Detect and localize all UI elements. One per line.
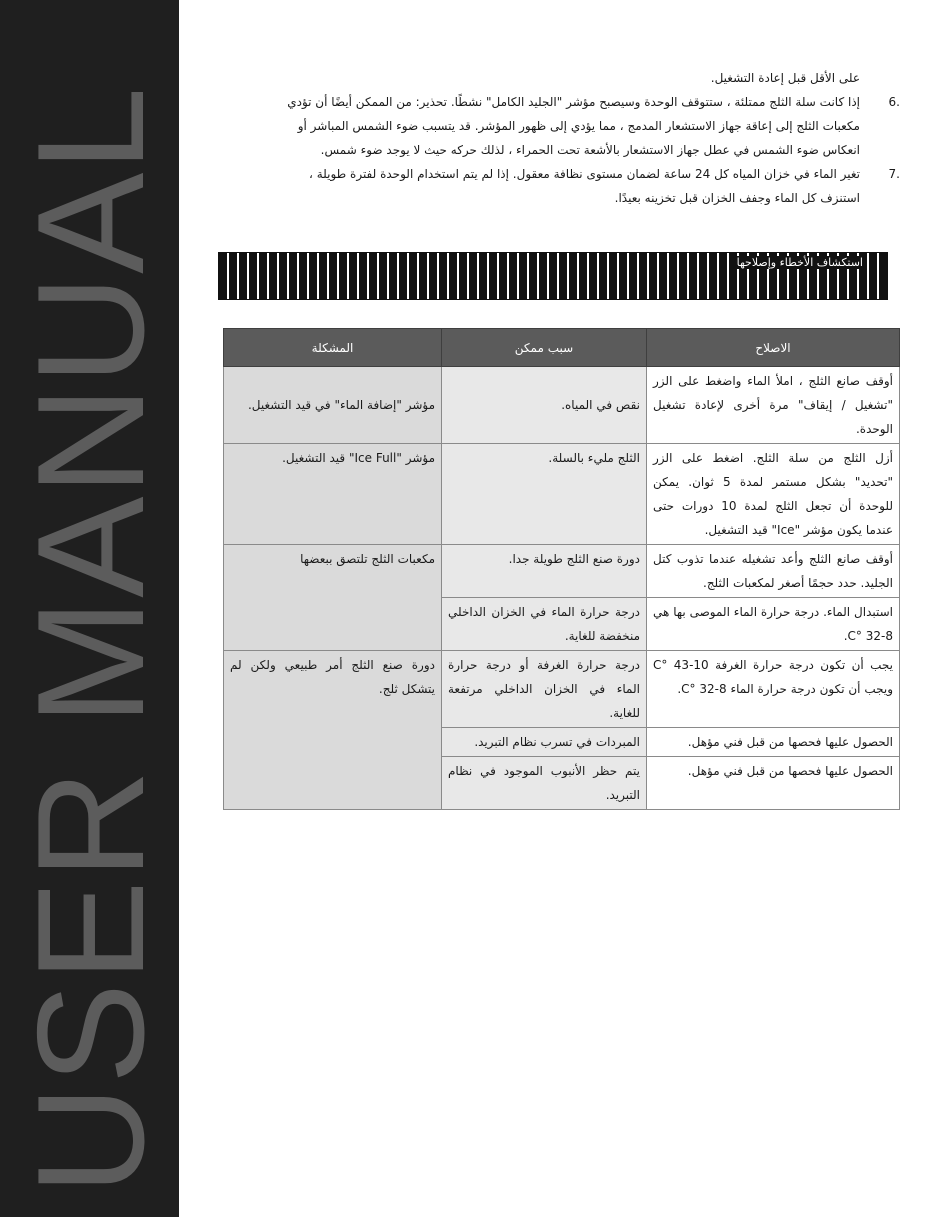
fix-cell: أزل الثلج من سلة الثلج. اضغط على الزر "تحديد" بشكل مستمر لمدة 5 ثوان. يمكن للوحدة أن تجعل الثلج لمدة 10 دورات حتى عندما يكون مؤشر "Ice" قيد التشغيل.: [647, 444, 900, 545]
problem-cell: مكعبات الثلج تلتصق ببعضها: [224, 545, 442, 651]
cause-cell: نقص في المياه.: [442, 367, 647, 444]
cause-cell: دورة صنع الثلج طويلة جدا.: [442, 545, 647, 598]
troubleshooting-table: [223, 328, 900, 810]
fix-cell: الحصول عليها فحصها من قبل فني مؤهل.: [647, 728, 900, 757]
cause-cell: الثلج مليء بالسلة.: [442, 444, 647, 545]
section-title: استكشاف الأخطاء وإصلاحها: [736, 256, 863, 269]
fix-cell: الحصول عليها فحصها من قبل فني مؤهل.: [647, 757, 900, 810]
header-problem: المشكلة: [224, 329, 442, 367]
cause-cell: درجة حرارة الماء في الخزان الداخلي منخفضة للغاية.: [442, 598, 647, 651]
instruction-item: [278, 90, 900, 162]
instruction-text: تغير الماء في خزان المياه كل 24 ساعة لضمان مستوى نظافة معقول. إذا لم يتم استخدام الوحدة لفترة طويلة ، استنزف كل الماء وجفف الخزان قبل تخزينه بعيدًا.: [309, 167, 860, 205]
problem-cell: مؤشر "Ice Full" قيد التشغيل.: [224, 444, 442, 545]
cause-cell: يتم حظر الأنبوب الموجود في نظام التبريد.: [442, 757, 647, 810]
cause-cell: المبردات في تسرب نظام التبريد.: [442, 728, 647, 757]
section-banner: [218, 252, 888, 300]
fix-cell: يجب أن تكون درجة حرارة الغرفة 10-43 °C ويجب أن تكون درجة حرارة الماء 8-32 °C.: [647, 651, 900, 728]
fix-cell: استبدال الماء. درجة حرارة الماء الموصى بها هي 8-32 °C.: [647, 598, 900, 651]
table-row: [224, 444, 900, 545]
cause-cell: درجة حرارة الغرفة أو درجة حرارة الماء في الخزان الداخلي مرتفعة للغاية.: [442, 651, 647, 728]
table-header-row: [224, 329, 900, 367]
instruction-number: 6.: [888, 95, 900, 109]
instruction-continuation: على الأقل قبل إعادة التشغيل.: [710, 71, 860, 85]
sidebar: [0, 0, 179, 1217]
instruction-item: [278, 162, 900, 210]
fix-cell: أوقف صانع الثلج ، املأ الماء واضغط على الزر "تشغيل / إيقاف" مرة أخرى لإعادة تشغيل الوحدة.: [647, 367, 900, 444]
table-row: [224, 651, 900, 728]
header-fix: الاصلاح: [647, 329, 900, 367]
instructions: [278, 66, 900, 210]
fix-cell: أوقف صانع الثلج وأعد تشغيله عندما تذوب كتل الجليد. حدد حجمًا أصغر لمكعبات الثلج.: [647, 545, 900, 598]
sidebar-title: USER MANUAL: [6, 86, 176, 1195]
table-row: [224, 545, 900, 598]
problem-cell: دورة صنع الثلج أمر طبيعي ولكن لم يتشكل ثلج.: [224, 651, 442, 810]
table-row: [224, 367, 900, 444]
instruction-text: إذا كانت سلة الثلج ممتلئة ، ستتوقف الوحدة وسيصبح مؤشر "الجليد الكامل" نشطًا. تحذير: من الممكن أيضًا أن تؤدي مكعبات الثلج إلى إعاقة جهاز الاستشعار المدمج ، مما يؤدي إلى ظهور المؤشر. قد يتسبب ضوء الشمس المباشر أو انعكاس ضوء الشمس في عطل جهاز الاستشعار بالأشعة تحت الحمراء ، لذلك حركه حيث لا يوجد ضوء شمس.: [287, 95, 860, 157]
header-cause: سبب ممكن: [442, 329, 647, 367]
instruction-number: 7.: [888, 167, 900, 181]
problem-cell: مؤشر "إضافة الماء" في قيد التشغيل.: [224, 367, 442, 444]
